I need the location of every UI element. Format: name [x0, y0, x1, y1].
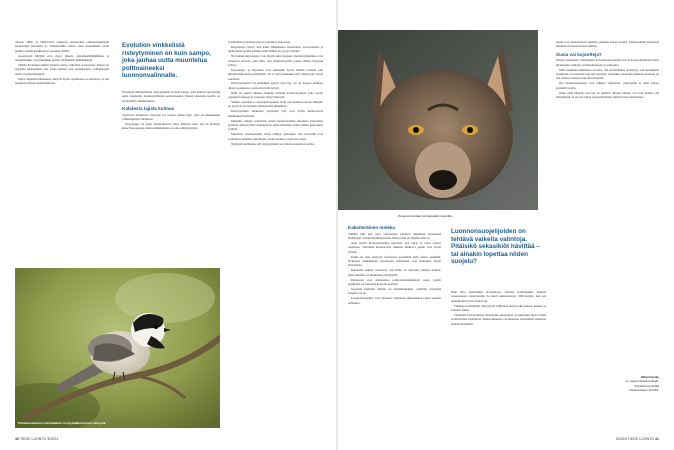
page-footer: [15, 437, 58, 441]
author-role: Tiede-lehteen 9/2018.: [628, 387, 659, 392]
photo-caption: Puhdasuskuinen hömötiainen on löytäjäämpi kuin risteymä.: [18, 421, 107, 425]
author-role: Kirjoittaa ja piirtää: [634, 383, 659, 388]
paragraph: Myös ongelmavaikutukset näkyvät hyvin ajatuksissa evoluutiosta ja sen luonnonvalinnan mekanismeista.: [15, 76, 109, 85]
subheading: Kahdesta lajista kolmas: [122, 106, 175, 112]
right-page: [338, 0, 674, 450]
paragraph: Makaella tutkijat selvittivät, miten luonnonvalinta muokkaa risteymien perimää. Risteytymät osoittautuivat elinvoimaisiksi, mutta niiden kelpoisuus vaihteli.: [228, 118, 323, 132]
magazine-name: TIEDE LUONTO: [627, 437, 654, 441]
paragraph: Ajan myötä luonnonsuojelija huomasi, että lajeja ei voitu erottaa toisistaan. Vieraiden kissapetojen mukana liikkuvat geenit ovat hyvin yleisiä.: [348, 241, 441, 254]
page-footer: [616, 437, 659, 441]
paragraph: Nyt luonnonsuojelijat ovat tehneet valintansa: risteytymiä ei enää torjuta entisellä tavalla.: [556, 81, 659, 90]
paragraph: Pohjois-Amerikan viranomaiset ja luonnonsuojelijat ovat jo kauan miettineet kahta uhanalaista susilajia, itäamerikansutta ja punasutta.: [556, 58, 659, 67]
paragraph: Mitä enemmän tutkimusta on tehty, sitä selvemmäksi on käynyt, että molempien perimässä on runsaasti kojootin geenejä. Joidenkin arvioiden mukaan punasusi on itse asiassa suden ja kojootin risteymä.: [556, 67, 659, 81]
author-name: Maija Karala: [640, 375, 659, 380]
issue-number: 3/2024: [615, 437, 627, 441]
right-column-2: [451, 290, 546, 435]
red-wolf-photo: [338, 30, 538, 210]
paragraph: alueet ovat pienentyneet pienille palasiksi kasan toiselle. Lähiseuduilla kohtaavat muutkin luonnonvaraiset eläimet.: [556, 40, 659, 49]
left-column-2: [122, 90, 220, 265]
paragraph: Arpajaisten hävijää ovat myös tiikerit. Amerikanhämähäinen ja tammiristikko ovat kumpikin pieniä, mellakäisiä hämähäkkejä.: [15, 53, 109, 62]
paragraph: Vähällä niin piti, ettei vieraslajien jouduttu tutkimaan perinteisiä mallilajeja. Toisen maailmansodan aikaan niitä oli jäljellä enää 12.: [348, 231, 441, 241]
author-byline: [625, 375, 659, 392]
right-column-3: [556, 40, 659, 375]
pull-quote-left: Evolution vinkkelistä risteytyminen on kuin sampo, joka jauhaa uutta muuntelua polttoaineeksi luonnonvalinnalle.: [122, 42, 211, 79]
subheading: Kaksiteräinen miekka: [348, 225, 395, 230]
right-column-1: [348, 225, 441, 435]
paragraph: vikaan. 1800- ja 1900-luvun taitteessa elintarvikat ominaisuuksiltaan perusteltuja jalostusta ja. Vaihteluvälin ollessa suuri mennäänkin usein pieniin eroihin kotikissan ja puuman välillä.: [15, 40, 109, 53]
chickadee-illustration: [15, 268, 220, 428]
paragraph: Sopivassa tilanteessa risteymä voi tuottaa uuden lajin, joka on kummankin vanhempilajin välimuoto.: [122, 112, 220, 122]
paragraph: Muutama vuosikymmen sitten tutkijat ajattelivat, että risteymät ovat evoluution kannalta umpikujia. Uudet tulokset osoittavat toisin.: [228, 132, 323, 141]
issue-number: 3/2024: [47, 437, 59, 441]
paragraph: Nyt kaikki kirjosieppot ovat täysin omia lajejaan. Osittain jälkeläiset ovat toisistaan eroavia, sekä lintu- että hyönteislajeilla joiden välillä risteymiä syntyy.: [228, 54, 323, 67]
left-column-1: [15, 40, 109, 265]
paragraph: Kaksi eri lajia risteytyy luonnossa useammin kuin ennen ajateltiin. Nykyisen tutkimuksen perusteella muutokset ovat kuitenkin hyvin harvinaisia.: [348, 254, 441, 268]
paragraph: Risteytymisen tuloksena syntyneet lajit ovat hyvin kiinnostavia tutkimuksen kohteita.: [228, 109, 323, 118]
paragraph: Kirjosieppo tyrnyi, kun kaksi lähisukuista sekoitettiin. Levottomalla ja melkoisella tavalla kahden lajin välinen ero pysyi selvänä.: [228, 44, 323, 54]
paragraph: Tunnetuin risteytymisen aiheuttama sukupuutto on kuitenkin myös tärkeä evolutiivinen tapahtuma. Ilmastonmuutos voi aiheuttaa samanlaisia tilanteita entistä useammin.: [451, 312, 546, 326]
subheading: Susia vai kojootteja?: [556, 51, 602, 57]
paragraph: Kirjosieppo on pieni välimerkitsevä lintu. Pääosin sama laji on levinnyt koko Eurooppaan, mutta kummallakin on oma elinympäristö.: [122, 122, 220, 131]
page-number: 40: [15, 437, 19, 441]
paragraph: Näin kävi esimerkiksi Romaniassa elävälle kolmipiikille nimeltä Gasterosteus crenobiontus. Se kuoli sukupuuttoon 1960-luvulla, kun sen elinpaikoille levisi toinen laji.: [451, 290, 546, 303]
page-number: 41: [655, 437, 659, 441]
left-column-3: [228, 40, 323, 435]
photo-caption: Punasusi kantaa perimässään kojoottia.: [398, 214, 453, 218]
paragraph: Useimmista populaatioista ne puuttuvat kokonaan.: [228, 40, 291, 44]
paragraph: Tuhannet kolmipiikit risteytyivät vähitellen uuden lajin kanssa, kunnes se sulautui siihen.: [451, 303, 546, 312]
paragraph: Onko enää tärkeää, että laji on puhdas? Monet tutkijat ovat sitä mieltä, että tärkeämpää on turvata lajien sopeutumiskyky muuttuvassa maailmassa.: [556, 90, 659, 100]
paragraph: Luonnonsuojelijat ovat tottuneet vaalimaan uhanalaisten lajien geenien puhtautta.: [348, 296, 441, 305]
magazine-name: TIEDE LUONTO: [19, 437, 47, 441]
paragraph: Punasudet ovat uhanalaisia pohjoisamerikkalaisia susia, joiden perimässä on runsaasti kojootin geenejä.: [348, 277, 441, 286]
red-wolf-illustration: [338, 30, 538, 210]
chickadee-photo: [15, 268, 220, 428]
paragraph: Risteytymisestä voi kuitenkin syntyä uusi laji. Se on nopeaa kaikissa niissä tapauksissa, joissa risteymä syntyy.: [228, 81, 323, 90]
paragraph: Nykyisin tiedämme, että risteytyminen on tärkeä evoluution voima.: [231, 141, 315, 146]
paragraph: Rajakiilla tutkijat osoittavat, että ilmiö on erityisen yleinen alueilla, joilla ihminen on muuttanut ympäristöä.: [348, 268, 441, 277]
paragraph: Vaikka varpunen ja espanjanvarpunen eivät ole toisilleen kovin läheisiä, ne pystyvät tuottamaan elinkelpoisia jälkeläisiä.: [228, 100, 323, 109]
author-role: on vapaa tiedetoimittaja,: [625, 379, 659, 384]
paragraph: Kirjosieppo ja kirjosielu ovat kuitenkin hyvin lähellä toisiaan niin ulkonäöltään kuin perimältään. Se on yksi esimerkki siitä, miten lajit voivat sekoittua.: [228, 67, 323, 81]
left-page: [0, 0, 336, 450]
paragraph: Evolution näkökulmasta risteytyminen on kuin sampo, joka jauhaa loputtomiin uutta muuntelua luonnonvalinnan polttoaineeksi. Monet sekaisilla lajeilla on hyödyllisiä ominaisuuksia.: [122, 90, 220, 103]
pull-quote-right: Luonnonsuojelijoiden on tehtävä vaikeita valintoja. Pitäisikö sekasikiöt hävittää – tai ainakin lopettaa niiden suojelu?: [451, 228, 540, 265]
paragraph: Tämän Evolution-lehden luettelo kertoo tiikeristä ja kissoista. Tiikeri on nykyään uhanalainen laji, jonka kannat ovat pienentyneet voimakkaasti viime vuosikymmeninä.: [15, 62, 109, 76]
paragraph: Suojelun kannalta tilanne on monimutkainen: pitäisikö risteymiä suojella vai ei?: [348, 286, 441, 296]
paragraph: Näin on saanut alkunsa lintulaji nimeltä italianvarpunen, joka syntyi espanjanvarpusen ja varpusen risteytymisestä.: [228, 90, 323, 100]
